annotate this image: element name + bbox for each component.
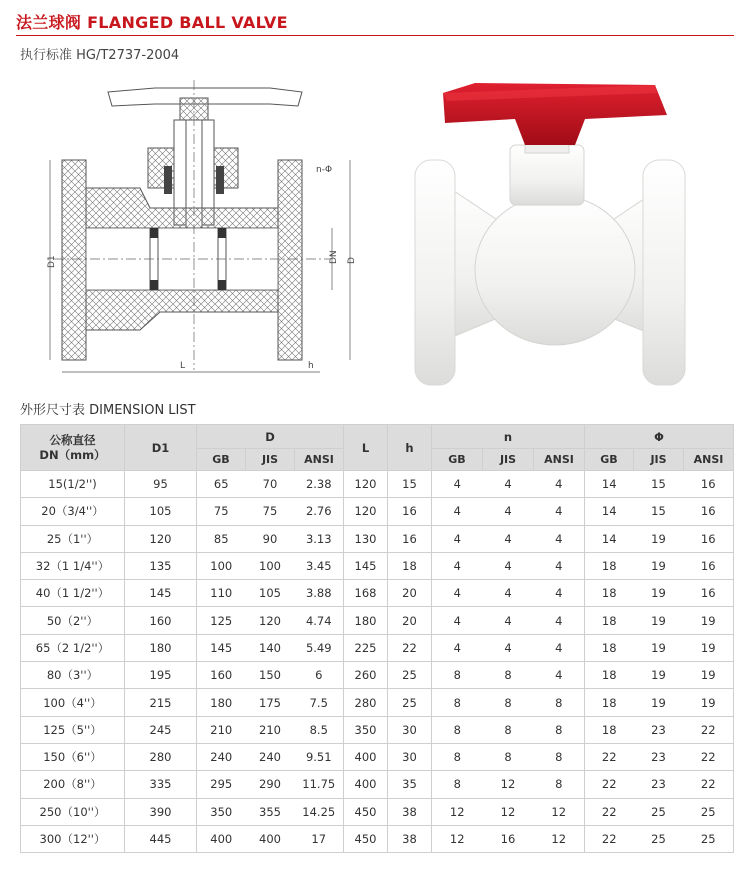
subheader-phi-jis: JIS: [634, 449, 684, 471]
table-cell: 4: [432, 634, 483, 661]
table-cell: 180: [197, 689, 246, 716]
header-n: n: [432, 425, 585, 449]
table-cell: 38: [388, 825, 432, 852]
table-cell: 180: [125, 634, 197, 661]
table-cell: 8: [483, 743, 534, 770]
page-header: [16, 8, 734, 36]
table-cell: 120: [246, 607, 295, 634]
table-cell: 2.76: [295, 498, 344, 525]
table-cell: 4: [534, 580, 585, 607]
table-row: [21, 498, 734, 525]
table-cell: 8.5: [295, 716, 344, 743]
table-cell: 9.51: [295, 743, 344, 770]
table-cell: 4: [483, 471, 534, 498]
table-cell: 400: [344, 771, 388, 798]
table-cell: 6: [295, 662, 344, 689]
table-cell: 25: [634, 825, 684, 852]
table-cell: 4: [534, 552, 585, 579]
table-row: [21, 662, 734, 689]
table-cell: 75: [197, 498, 246, 525]
table-cell: 8: [534, 743, 585, 770]
table-cell: 250（10''）: [21, 798, 125, 825]
subheader-n-gb: GB: [432, 449, 483, 471]
drawing-label-d1: D1: [47, 255, 57, 268]
drawing-label-h: h: [308, 361, 314, 371]
table-cell: 22: [388, 634, 432, 661]
table-cell: 12: [534, 798, 585, 825]
table-cell: 4: [483, 498, 534, 525]
table-cell: 16: [684, 580, 734, 607]
table-cell: 105: [125, 498, 197, 525]
drawing-label-n-phi: n-Φ: [316, 165, 333, 175]
table-cell: 4.74: [295, 607, 344, 634]
table-cell: 105: [246, 580, 295, 607]
table-cell: 4: [432, 498, 483, 525]
header-phi: Φ: [585, 425, 734, 449]
table-cell: 135: [125, 552, 197, 579]
table-cell: 30: [388, 716, 432, 743]
table-cell: 14: [585, 498, 634, 525]
table-cell: 245: [125, 716, 197, 743]
table-cell: 15: [388, 471, 432, 498]
table-cell: 145: [125, 580, 197, 607]
dimension-table: [20, 424, 734, 853]
table-cell: 8: [432, 689, 483, 716]
table-cell: 16: [388, 525, 432, 552]
table-cell: 4: [534, 471, 585, 498]
table-cell: 4: [534, 525, 585, 552]
table-cell: 40（1 1/2''）: [21, 580, 125, 607]
valve-product-image: [405, 75, 705, 395]
subheader-phi-ansi: ANSI: [684, 449, 734, 471]
table-cell: 3.45: [295, 552, 344, 579]
table-cell: 3.13: [295, 525, 344, 552]
table-cell: 23: [634, 743, 684, 770]
table-cell: 19: [634, 607, 684, 634]
table-row: [21, 771, 734, 798]
table-cell: 4: [432, 525, 483, 552]
table-cell: 18: [585, 552, 634, 579]
table-cell: 450: [344, 825, 388, 852]
table-cell: 25: [684, 825, 734, 852]
table-cell: 140: [246, 634, 295, 661]
table-cell: 335: [125, 771, 197, 798]
subheader-d-gb: GB: [197, 449, 246, 471]
table-cell: 85: [197, 525, 246, 552]
header-d: D: [197, 425, 344, 449]
table-cell: 200（8''）: [21, 771, 125, 798]
table-cell: 160: [197, 662, 246, 689]
table-cell: 14: [585, 525, 634, 552]
table-cell: 19: [634, 525, 684, 552]
subheader-n-jis: JIS: [483, 449, 534, 471]
table-cell: 350: [344, 716, 388, 743]
table-cell: 390: [125, 798, 197, 825]
table-cell: 8: [534, 689, 585, 716]
table-cell: 19: [634, 634, 684, 661]
header-h: h: [388, 425, 432, 471]
table-cell: 4: [483, 525, 534, 552]
table-row: [21, 798, 734, 825]
valve-section-drawing: [40, 80, 380, 385]
table-cell: 8: [534, 716, 585, 743]
table-cell: 8: [432, 771, 483, 798]
table-cell: 38: [388, 798, 432, 825]
header-dn: 公称直径 DN（mm）: [21, 425, 125, 471]
table-cell: 19: [684, 607, 734, 634]
table-cell: 19: [684, 689, 734, 716]
table-cell: 120: [344, 498, 388, 525]
table-cell: 280: [344, 689, 388, 716]
table-cell: 195: [125, 662, 197, 689]
table-cell: 125（5''）: [21, 716, 125, 743]
table-cell: 4: [534, 498, 585, 525]
table-cell: 16: [483, 825, 534, 852]
table-cell: 35: [388, 771, 432, 798]
table-cell: 18: [585, 634, 634, 661]
table-row: [21, 525, 734, 552]
table-cell: 32（1 1/4''）: [21, 552, 125, 579]
table-cell: 2.38: [295, 471, 344, 498]
table-cell: 445: [125, 825, 197, 852]
table-row: [21, 716, 734, 743]
table-cell: 5.49: [295, 634, 344, 661]
table-cell: 30: [388, 743, 432, 770]
table-row: [21, 580, 734, 607]
table-cell: 175: [246, 689, 295, 716]
table-cell: 65: [197, 471, 246, 498]
table-cell: 120: [344, 471, 388, 498]
table-cell: 15(1/2''): [21, 471, 125, 498]
table-cell: 4: [534, 607, 585, 634]
table-cell: 19: [634, 552, 684, 579]
table-cell: 400: [344, 743, 388, 770]
table-cell: 17: [295, 825, 344, 852]
table-cell: 75: [246, 498, 295, 525]
table-cell: 25: [388, 689, 432, 716]
table-cell: 8: [483, 689, 534, 716]
table-cell: 350: [197, 798, 246, 825]
table-cell: 160: [125, 607, 197, 634]
table-cell: 25: [684, 798, 734, 825]
table-cell: 4: [483, 634, 534, 661]
table-cell: 18: [585, 662, 634, 689]
table-cell: 16: [684, 552, 734, 579]
table-cell: 4: [432, 607, 483, 634]
table-cell: 25（1''）: [21, 525, 125, 552]
table-cell: 12: [432, 798, 483, 825]
table-cell: 215: [125, 689, 197, 716]
table-cell: 240: [197, 743, 246, 770]
table-cell: 12: [483, 771, 534, 798]
table-cell: 210: [197, 716, 246, 743]
table-cell: 90: [246, 525, 295, 552]
table-cell: 8: [483, 662, 534, 689]
table-cell: 20: [388, 580, 432, 607]
table-cell: 8: [432, 716, 483, 743]
table-cell: 120: [125, 525, 197, 552]
table-cell: 16: [684, 525, 734, 552]
table-cell: 18: [585, 607, 634, 634]
table-row: [21, 689, 734, 716]
table-cell: 8: [483, 716, 534, 743]
table-cell: 18: [585, 716, 634, 743]
table-cell: 400: [246, 825, 295, 852]
table-cell: 19: [634, 662, 684, 689]
table-cell: 80（3''）: [21, 662, 125, 689]
table-cell: 19: [634, 580, 684, 607]
table-cell: 25: [388, 662, 432, 689]
table-row: [21, 607, 734, 634]
drawing-label-dn: DN: [329, 250, 339, 264]
table-cell: 4: [432, 580, 483, 607]
table-cell: 20: [388, 607, 432, 634]
table-cell: 19: [634, 689, 684, 716]
table-cell: 25: [634, 798, 684, 825]
table-cell: 15: [634, 471, 684, 498]
table-cell: 12: [483, 798, 534, 825]
table-row: [21, 825, 734, 852]
table-cell: 280: [125, 743, 197, 770]
standard-text: 执行标准 HG/T2737-2004: [20, 48, 180, 63]
subheader-d-jis: JIS: [246, 449, 295, 471]
table-cell: 14.25: [295, 798, 344, 825]
table-cell: 23: [634, 716, 684, 743]
drawing-label-d: D: [347, 257, 357, 264]
table-cell: 22: [684, 743, 734, 770]
table-cell: 65（2 1/2''）: [21, 634, 125, 661]
table-cell: 4: [534, 662, 585, 689]
table-cell: 100（4''）: [21, 689, 125, 716]
table-cell: 95: [125, 471, 197, 498]
table-cell: 4: [432, 552, 483, 579]
table-cell: 225: [344, 634, 388, 661]
table-cell: 22: [585, 743, 634, 770]
table-cell: 8: [534, 771, 585, 798]
table-cell: 18: [585, 580, 634, 607]
table-row: [21, 743, 734, 770]
page-title: 法兰球阀 FLANGED BALL VALVE: [16, 13, 288, 32]
table-row: [21, 552, 734, 579]
table-cell: 15: [634, 498, 684, 525]
dimension-list-title: 外形尺寸表 DIMENSION LIST: [20, 403, 196, 418]
dimension-table-body: [21, 471, 734, 853]
table-cell: 100: [246, 552, 295, 579]
table-cell: 150（6''）: [21, 743, 125, 770]
table-cell: 70: [246, 471, 295, 498]
table-cell: 50（2''）: [21, 607, 125, 634]
header-d1: D1: [125, 425, 197, 471]
table-cell: 168: [344, 580, 388, 607]
table-cell: 4: [483, 607, 534, 634]
table-cell: 22: [585, 825, 634, 852]
table-cell: 3.88: [295, 580, 344, 607]
table-cell: 210: [246, 716, 295, 743]
subheader-n-ansi: ANSI: [534, 449, 585, 471]
table-cell: 14: [585, 471, 634, 498]
table-cell: 20（3/4''）: [21, 498, 125, 525]
subheader-phi-gb: GB: [585, 449, 634, 471]
table-cell: 4: [432, 471, 483, 498]
table-cell: 12: [432, 825, 483, 852]
table-cell: 22: [585, 798, 634, 825]
table-cell: 8: [432, 743, 483, 770]
table-cell: 145: [344, 552, 388, 579]
table-cell: 23: [634, 771, 684, 798]
table-cell: 260: [344, 662, 388, 689]
table-cell: 125: [197, 607, 246, 634]
subheader-d-ansi: ANSI: [295, 449, 344, 471]
table-cell: 22: [684, 771, 734, 798]
table-cell: 16: [388, 498, 432, 525]
table-cell: 110: [197, 580, 246, 607]
table-cell: 18: [388, 552, 432, 579]
table-cell: 22: [585, 771, 634, 798]
drawing-label-l: L: [180, 361, 186, 371]
table-cell: 450: [344, 798, 388, 825]
table-cell: 150: [246, 662, 295, 689]
table-cell: 19: [684, 662, 734, 689]
table-cell: 4: [534, 634, 585, 661]
table-row: [21, 471, 734, 498]
table-cell: 4: [483, 580, 534, 607]
table-cell: 4: [483, 552, 534, 579]
table-cell: 180: [344, 607, 388, 634]
table-cell: 16: [684, 498, 734, 525]
table-cell: 290: [246, 771, 295, 798]
table-cell: 355: [246, 798, 295, 825]
table-cell: 22: [684, 716, 734, 743]
table-cell: 12: [534, 825, 585, 852]
table-cell: 130: [344, 525, 388, 552]
table-cell: 16: [684, 471, 734, 498]
table-cell: 8: [432, 662, 483, 689]
table-cell: 100: [197, 552, 246, 579]
header-l: L: [344, 425, 388, 471]
table-cell: 7.5: [295, 689, 344, 716]
table-row: [21, 634, 734, 661]
table-cell: 145: [197, 634, 246, 661]
table-cell: 18: [585, 689, 634, 716]
table-cell: 300（12''）: [21, 825, 125, 852]
table-cell: 400: [197, 825, 246, 852]
table-cell: 19: [684, 634, 734, 661]
table-cell: 11.75: [295, 771, 344, 798]
table-cell: 240: [246, 743, 295, 770]
table-cell: 295: [197, 771, 246, 798]
